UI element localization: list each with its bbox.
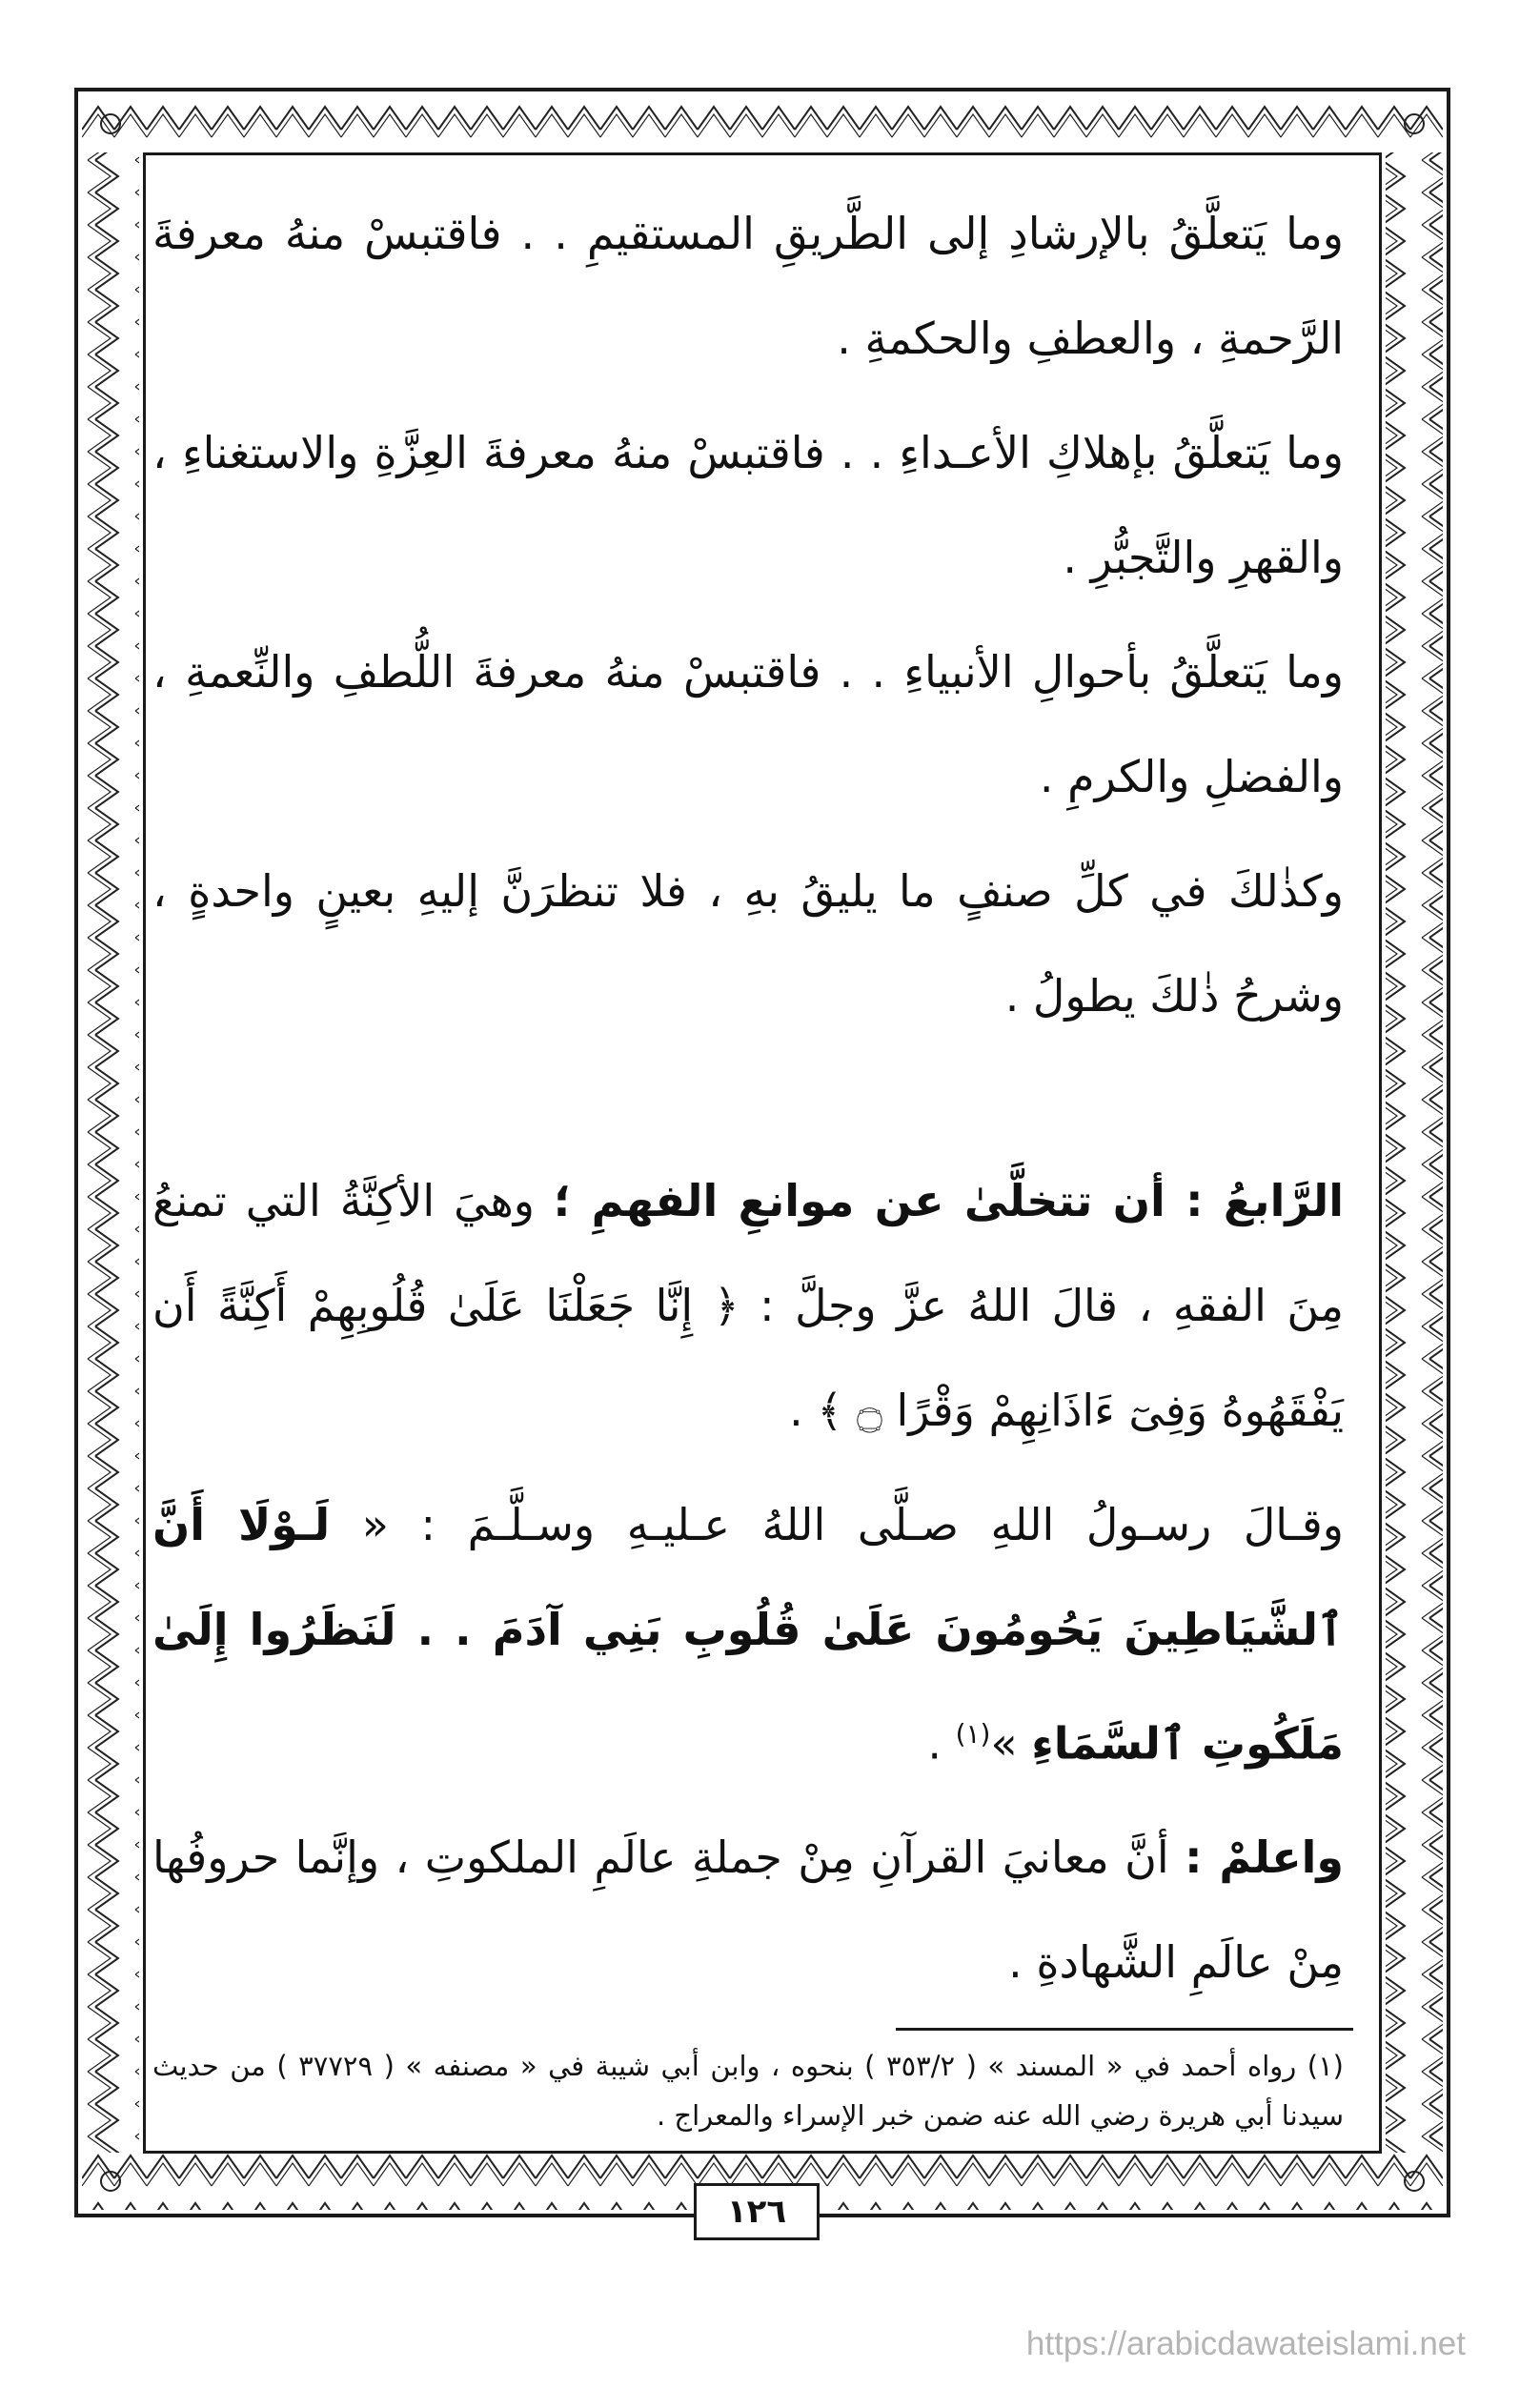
paragraph-fourth [152, 1148, 1344, 1463]
hadith-text: لَـوْلَا أَنَّ ٱلشَّيَاطِينَ يَحُومُونَ عَلَىٰ قُلُوبِ بَنِي آدَمَ . . لَنَظَرُوا إِلَىٰ مَلَكُوتِ ٱلسَّمَاءِ [152, 1499, 1344, 1770]
page-number: ١٢٦ [694, 2183, 820, 2240]
footnote-separator [896, 2028, 1353, 2031]
fourth-heading: الرَّابعُ : أن تتخلَّىٰ عن موانعِ الفهمِ ؛ [553, 1175, 1344, 1226]
footnote-1: (١) رواه أحمد في « المسند » ( ٣٥٣/٢ ) بنحوه ، وابن أبي شيبة في « مصنفه » ( ٣٧٧٢٩ ) من حديث سيدنا أبي هريرة رضي الله عنه ضمن خبر الإسراء والمعراج . [152, 2050, 1344, 2132]
know-text: أنَّ معانيَ القرآنِ مِنْ جملةِ عالَمِ الملكوتِ ، وإنَّما حروفُها مِنْ عالَمِ الشَّهادةِ . [152, 1831, 1344, 1989]
paragraph-1: وما يَتعلَّقُ بالإرشادِ إلى الطَّريقِ المستقيمِ . . فاقتبسْ منهُ معرفةَ الرَّحمةِ ، والعطفِ والحكمةِ . [152, 208, 1344, 364]
main-text [152, 181, 1344, 2014]
fourth-text: وهيَ الأكِنَّةُ التي تمنعُ مِنَ الفقهِ ، قالَ اللهُ عزَّ وجلَّ : ﴿ إِنَّا جَعَلْنَا عَلَىٰ قُلُوبِهِمْ أَكِنَّةً أَن يَفْقَهُوهُ وَفِىٓ ءَاذَانِهِمْ وَقْرًا ۝ ﴾ . [152, 1175, 1344, 1436]
footnote-ref: (١) [955, 1718, 991, 1750]
hadith-end: . [927, 1717, 956, 1770]
footnotes [152, 2041, 1344, 2140]
paragraph-know [152, 1805, 1344, 2014]
paragraph-4: وكذٰلكَ في كلِّ صنفٍ ما يليقُ بهِ ، فلا تنظرَنَّ إليهِ بعينٍ واحدةٍ ، وشرحُ ذٰلكَ يطولُ . [152, 865, 1344, 1022]
hadith-intro: وقـالَ رسـولُ اللهِ صـلَّى اللهُ عـليـهِ وسـلَّـمَ : « [330, 1499, 1344, 1550]
paragraph-hadith [152, 1472, 1344, 1795]
paragraph-3: وما يَتعلَّقُ بأحوالِ الأنبياءِ . . فاقتبسْ منهُ معرفةَ اللُّطفِ والنِّعمةِ ، والفضلِ والكرمِ . [152, 646, 1344, 802]
know-heading: واعلمْ : [1185, 1831, 1345, 1884]
hadith-close: » [990, 1717, 1032, 1770]
watermark-url: https://arabicdawateislami.net [1025, 2325, 1466, 2362]
paragraph-2: وما يَتعلَّقُ بإهلاكِ الأعـداءِ . . فاقتبسْ منهُ معرفةَ العِزَّةِ والاستغناءِ ، والقهرِ والتَّجبُّرِ . [152, 427, 1344, 583]
